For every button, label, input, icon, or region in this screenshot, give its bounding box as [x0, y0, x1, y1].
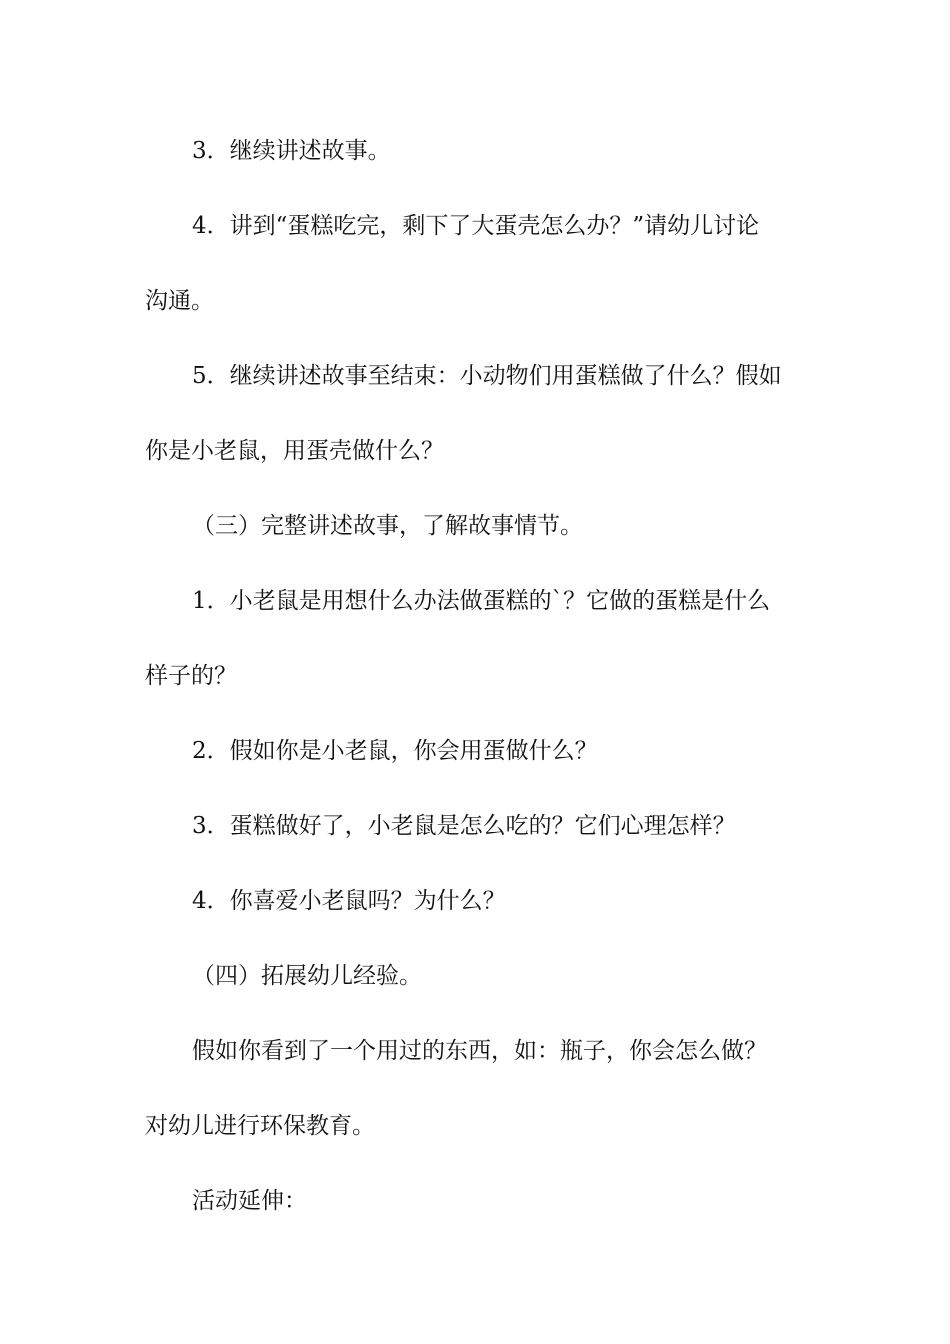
section-heading: 活动延伸：: [192, 1188, 307, 1214]
paragraph-line: 沟通。: [145, 288, 214, 314]
paragraph-line: 2．假如你是小老鼠，你会用蛋做什么？: [192, 738, 598, 764]
paragraph-line: 4．你喜爱小老鼠吗？为什么？: [192, 888, 506, 914]
section-heading: （四）拓展幼儿经验。: [192, 963, 422, 989]
paragraph-line: 4．讲到“蛋糕吃完，剩下了大蛋壳怎么办？”请幼儿讨论: [192, 213, 760, 239]
paragraph-line: 假如你看到了一个用过的东西，如：瓶子，你会怎么做？: [192, 1038, 767, 1064]
paragraph-line: 3．蛋糕做好了，小老鼠是怎么吃的？它们心理怎样？: [192, 813, 736, 839]
paragraph-line: 3．继续讲述故事。: [192, 138, 391, 164]
paragraph-line: 1．小老鼠是用想什么办法做蛋糕的`？它做的蛋糕是什么: [192, 588, 771, 614]
section-heading: （三）完整讲述故事，了解故事情节。: [192, 513, 583, 539]
paragraph-line: 5．继续讲述故事至结束：小动物们用蛋糕做了什么？假如: [192, 363, 782, 389]
paragraph-line: 你是小老鼠，用蛋壳做什么？: [145, 438, 444, 464]
paragraph-line: 样子的？: [145, 663, 237, 689]
paragraph-line: 对幼儿进行环保教育。: [145, 1113, 375, 1139]
